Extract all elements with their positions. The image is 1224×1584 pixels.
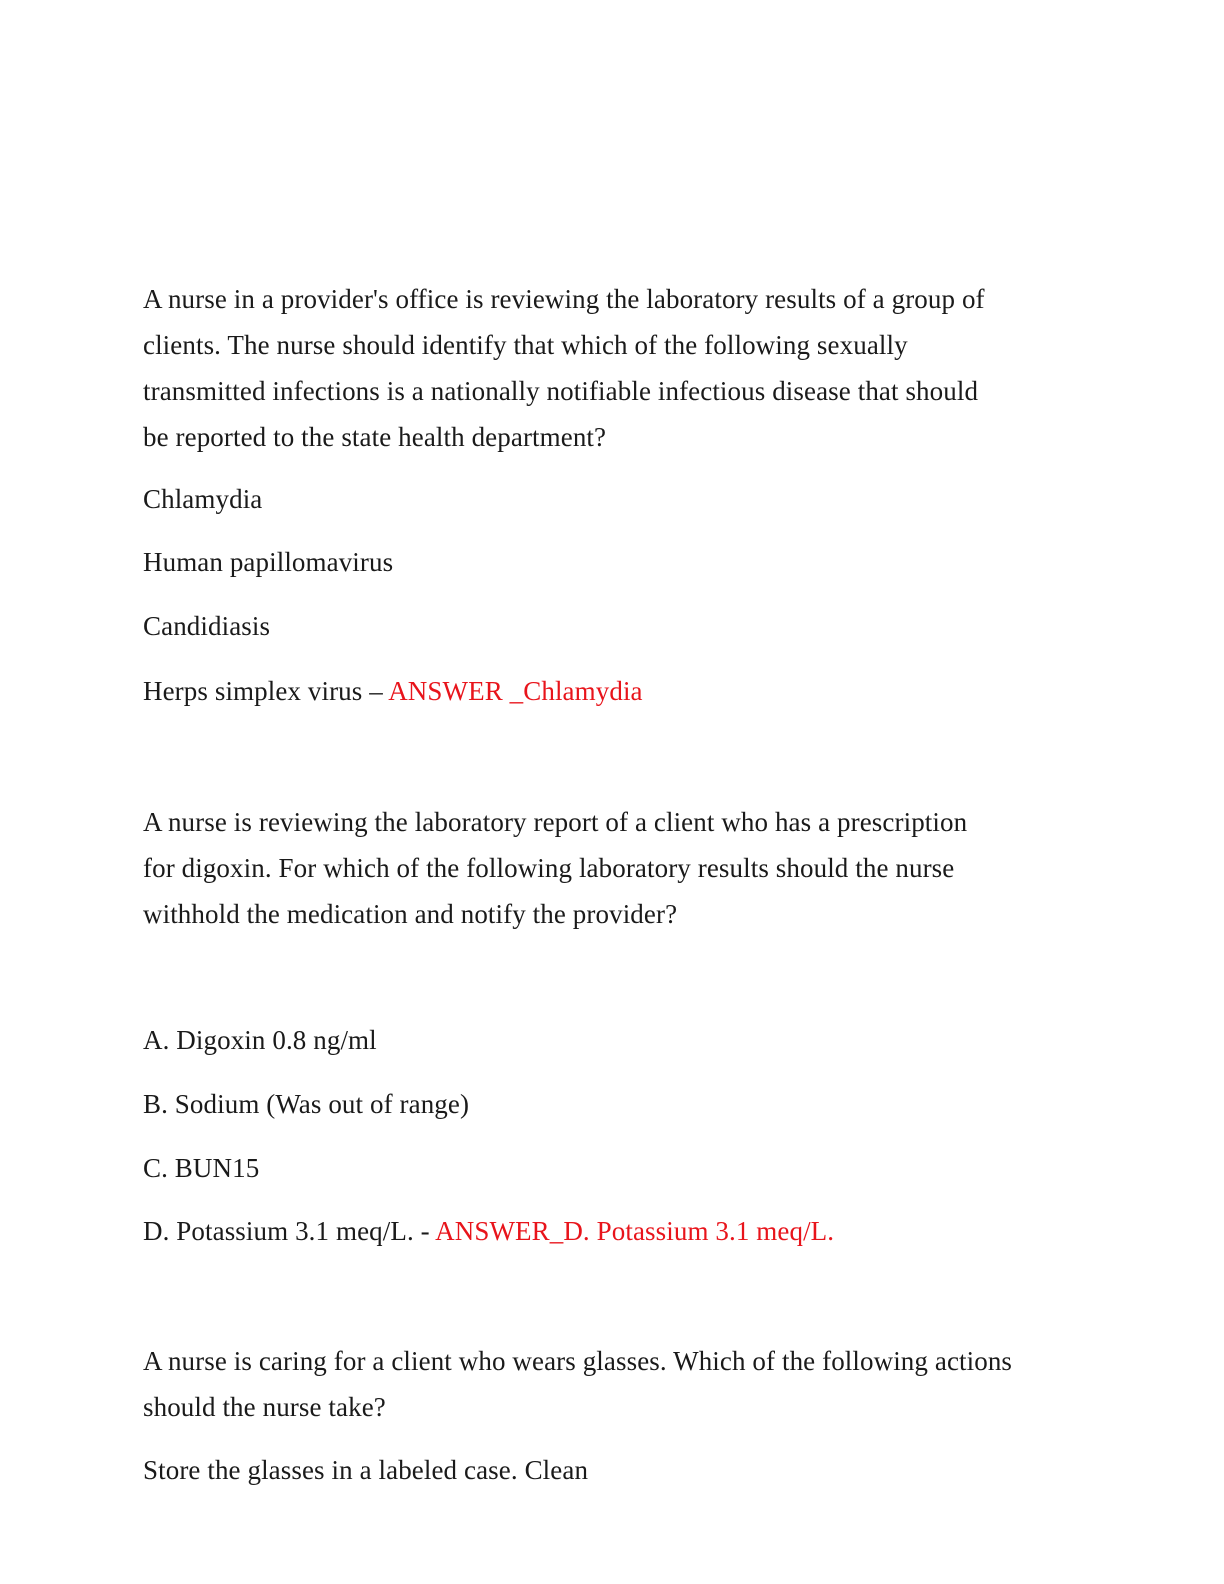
question-1-stem-line-2: clients. The nurse should identify that which of the following sexually bbox=[143, 330, 908, 360]
question-3-stem-line-1: A nurse is caring for a client who wears glasses. Which of the following actions bbox=[143, 1346, 1013, 1376]
question-1-option-3: Candidiasis bbox=[143, 611, 271, 641]
question-2-option-a: A. Digoxin 0.8 ng/ml bbox=[143, 1025, 377, 1055]
question-1-option-1: Chlamydia bbox=[143, 484, 263, 514]
question-2-option-d-row bbox=[143, 1208, 834, 1254]
question-1-stem-line-1: A nurse in a provider's office is reviewing the laboratory results of a group of bbox=[143, 284, 985, 314]
question-2-option-c: C. BUN15 bbox=[143, 1153, 260, 1183]
question-2-answer: ANSWER_D. Potassium 3.1 meq/L. bbox=[435, 1216, 835, 1246]
question-2-option-d: D. Potassium 3.1 meq/L. - bbox=[143, 1216, 430, 1246]
question-1-stem-line-4: be reported to the state health department? bbox=[143, 422, 607, 452]
question-1-option-2: Human papillomavirus bbox=[143, 547, 394, 577]
question-3-option-1: Store the glasses in a labeled case. Clean bbox=[143, 1455, 589, 1485]
question-1-option-4: Herps simplex virus – bbox=[143, 676, 383, 706]
question-1-answer: ANSWER _Chlamydia bbox=[388, 676, 643, 706]
question-3-stem-line-2: should the nurse take? bbox=[143, 1392, 386, 1422]
question-2-option-b: B. Sodium (Was out of range) bbox=[143, 1089, 470, 1119]
question-1-stem-line-3: transmitted infections is a nationally notifiable infectious disease that should bbox=[143, 376, 979, 406]
question-2-stem-line-3: withhold the medication and notify the provider? bbox=[143, 899, 678, 929]
question-2-stem-line-1: A nurse is reviewing the laboratory report of a client who has a prescription bbox=[143, 807, 968, 837]
question-2-stem-line-2: for digoxin. For which of the following laboratory results should the nurse bbox=[143, 853, 955, 883]
question-1-option-4-row bbox=[143, 668, 643, 714]
